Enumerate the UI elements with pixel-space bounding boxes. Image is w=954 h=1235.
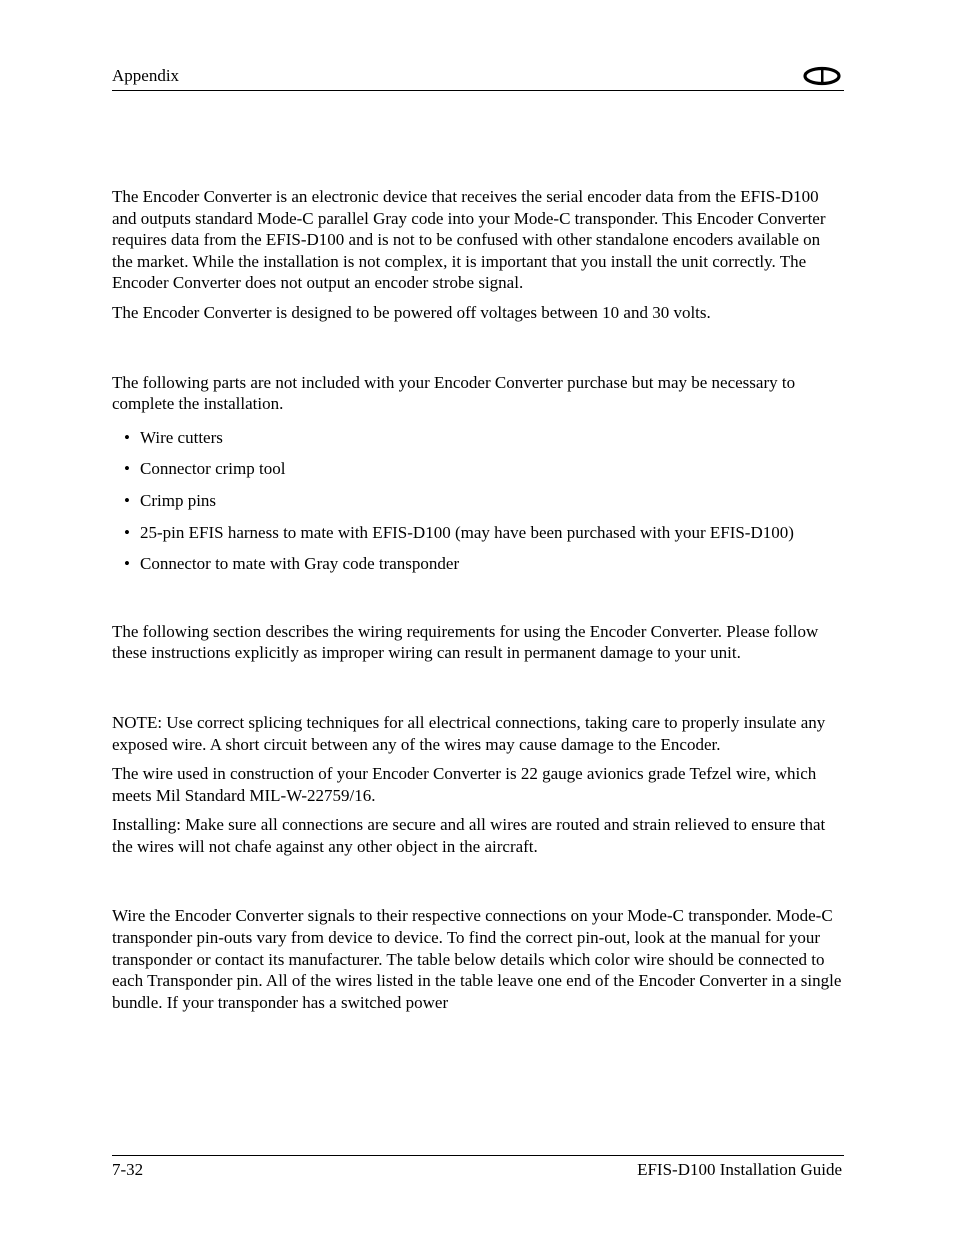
page-number: 7-32 xyxy=(112,1160,144,1179)
list-item: • Connector to mate with Gray code transponder xyxy=(124,554,460,574)
list-item: • 25-pin EFIS harness to mate with EFIS-D100 (may have been purchased with your EFIS-D100) xyxy=(124,522,794,542)
bullet-icon: • xyxy=(124,554,130,574)
parts-list xyxy=(112,427,844,575)
page-body xyxy=(112,186,844,1013)
guide-title: EFIS-D100 Installation Guide xyxy=(637,1160,842,1179)
dynon-logo-icon xyxy=(802,66,842,86)
parts-intro-paragraph: The following parts are not included with your Encoder Converter purchase but may be necessary to complete the installation. xyxy=(112,372,796,414)
list-item: • Wire cutters xyxy=(124,427,223,447)
bullet-icon: • xyxy=(124,459,130,479)
wire-spec-paragraph: The wire used in construction of your Encoder Converter is 22 gauge avionics grade Tefzel wire, which meets Mil Standard MIL-W-22759/16. xyxy=(112,764,817,805)
bullet-icon: • xyxy=(124,427,130,447)
installing-paragraph: Installing: Make sure all connections are secure and all wires are routed and strain relieved to ensure that the wires will not chafe against any other object in the aircraft. xyxy=(112,815,826,856)
voltage-paragraph: The Encoder Converter is designed to be powered off voltages between 10 and 30 volts. xyxy=(112,302,711,322)
note-paragraph: NOTE: Use correct splicing techniques for all electrical connections, taking care to properly insulate any exposed wire. A short circuit between any of the wires may cause damage to the Encoder. xyxy=(112,712,826,754)
list-item: • Connector crimp tool xyxy=(124,459,286,479)
header-section-title: Appendix xyxy=(112,66,180,85)
page-footer xyxy=(112,1155,844,1188)
bullet-icon: • xyxy=(124,522,130,542)
transponder-paragraph: Wire the Encoder Converter signals to their respective connections on your Mode-C transponder. Mode-C transponder pin-outs vary from device to device. To find the correct pin-out, look at the manual for your transponder or contact its manufacturer. The table below details which color wire should be connected to each Transponder pin. All of the wires listed in the table leave one end of the Encoder Converter in a single bundle. If your transponder has a switched power xyxy=(112,906,842,1012)
wiring-intro-paragraph: The following section describes the wiring requirements for using the Encoder Converter. Please follow these instructions explicitly as improper wiring can result in permanent damage to your unit. xyxy=(112,621,819,663)
page-header xyxy=(112,64,844,91)
intro-paragraph: The Encoder Converter is an electronic device that receives the serial encoder data from the EFIS-D100 and outputs standard Mode-C parallel Gray code into your Mode-C transponder. This Encoder Converter requires data from the EFIS-D100 and is not to be confused with other standalone encoders available on the market. While the installation is not complex, it is important that you install the unit correctly. The Encoder Converter does not output an encoder strobe signal. xyxy=(112,187,826,293)
bullet-icon: • xyxy=(124,490,130,510)
list-item: • Crimp pins xyxy=(124,490,217,510)
